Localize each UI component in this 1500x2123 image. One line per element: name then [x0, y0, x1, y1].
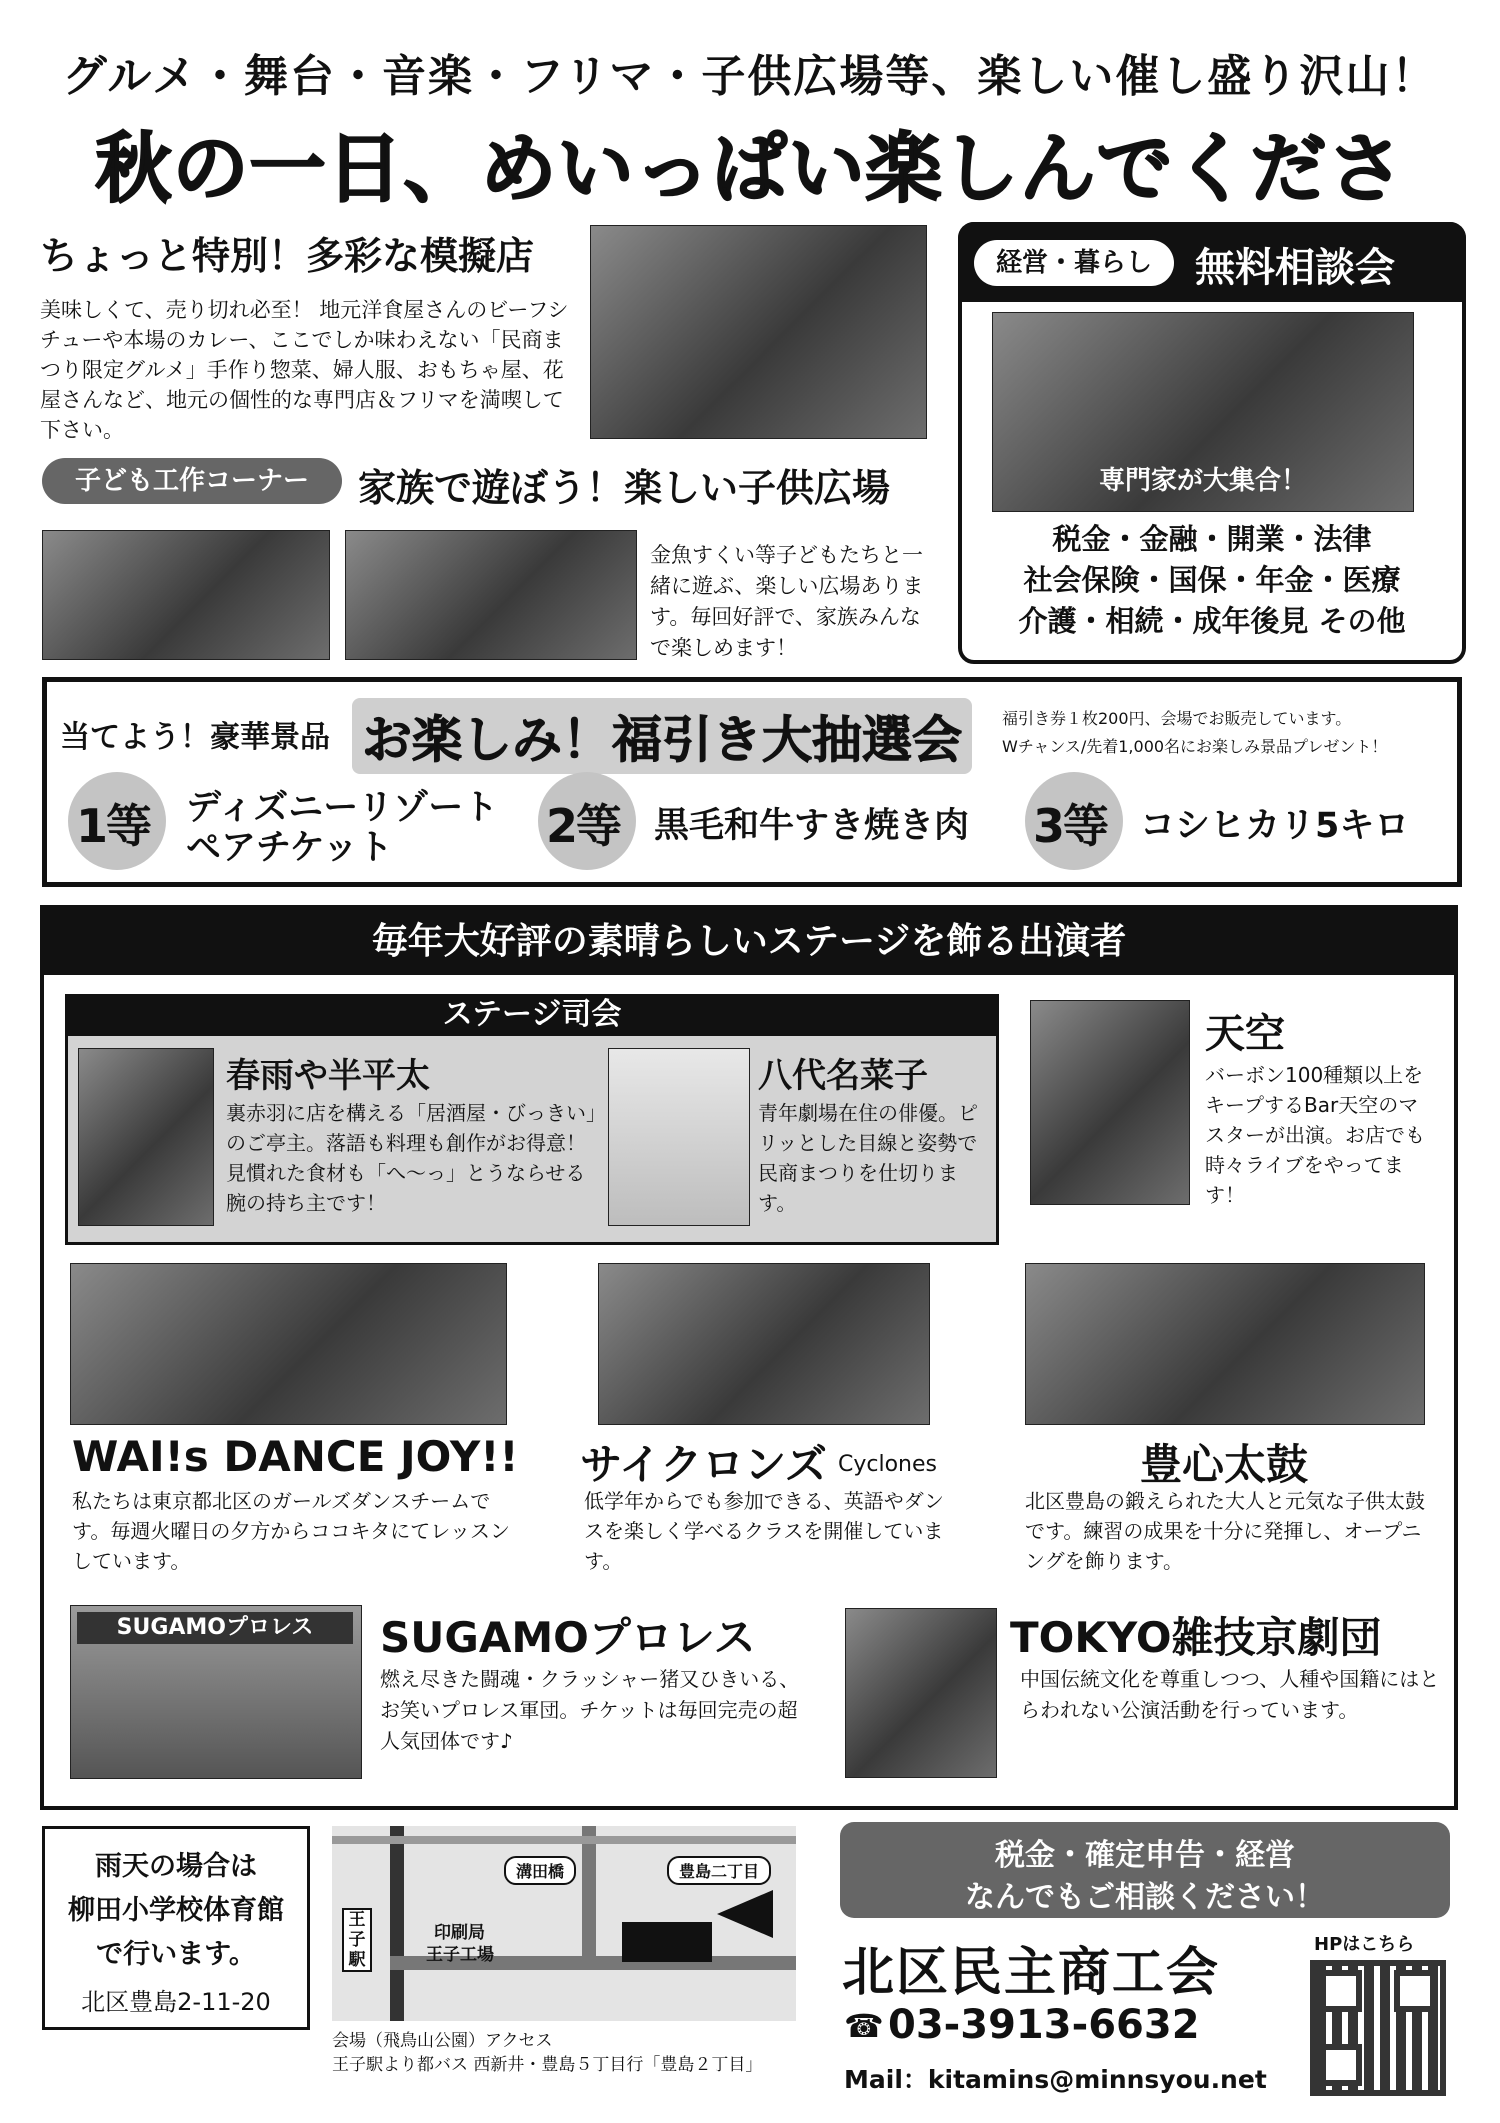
- prize-1-badge: [68, 772, 166, 870]
- prize-2-badge: [538, 772, 636, 870]
- footer-banner-line-1: 税金・確定申告・経営: [995, 1838, 1295, 1873]
- tenku-text: バーボン100種類以上をキープするBar天空のマスターが出演。お店でも時々ライブをやってます！: [1205, 1063, 1425, 1207]
- phone-icon: ☎: [844, 2007, 884, 2045]
- qr-corner-tl: [1320, 1970, 1362, 2012]
- kids-heading: 家族で遊ぼう！楽しい子供広場: [358, 466, 891, 510]
- stage-heading: 毎年大好評の素晴らしいステージを飾る出演者: [44, 909, 1454, 975]
- sugamo-photo: [70, 1605, 362, 1779]
- prize-3-rank: 3等: [1033, 799, 1108, 853]
- mc-2-text: 青年劇場在住の俳優。ピリッとした目線と姿勢で民商まつりを仕切ります。: [758, 1101, 978, 1215]
- mc-2-photo: [608, 1048, 750, 1226]
- lottery-note-1: 福引き券１枚200円、会場でお販売しています。: [1002, 709, 1352, 728]
- phone-number[interactable]: 03-3913-6632: [888, 2002, 1200, 2048]
- prize-1-line-2: ペアチケット: [186, 828, 393, 868]
- qr-code[interactable]: [1310, 1960, 1446, 2096]
- lottery-lead: 当てよう！豪華景品: [60, 720, 330, 755]
- taiko-name: 豊心太鼓: [1139, 1440, 1308, 1489]
- dance-name: WAI!s DANCE JOY!!: [72, 1432, 519, 1481]
- pointing-hand-icon: [717, 1890, 773, 1938]
- rain-line-3: で行います。: [96, 1939, 256, 1970]
- tenku-photo: [1030, 1000, 1190, 1205]
- acrobat-name: TOKYO雑技京劇団: [1010, 1613, 1382, 1662]
- acrobat-text: 中国伝統文化を尊重しつつ、人種や国籍にはとらわれない公演活動を行っています。: [1020, 1667, 1440, 1722]
- mail-address[interactable]: Mail：kitamins@minnsyou.net: [844, 2065, 1267, 2094]
- mc-2-name: 八代名菜子: [758, 1056, 928, 1096]
- market-photo: [590, 225, 927, 439]
- consult-heading: 無料相談会: [1195, 245, 1395, 291]
- sugamo-logo: SUGAMOプロレス: [77, 1612, 353, 1644]
- mc-1-text: 裏赤羽に店を構える「居酒屋・びっきい」のご亭主。落語も料理も創作がお得意！見慣れた食材も「へ〜っ」とうならせる腕の持ち主です！: [226, 1101, 596, 1215]
- mc-1-photo: [78, 1048, 214, 1226]
- rain-line-2: 柳田小学校体育館: [68, 1895, 284, 1926]
- consult-line-1: 税金・金融・開業・法律: [1052, 522, 1372, 556]
- hp-label: HPはこちら: [1314, 1934, 1415, 1955]
- cyclones-sub: Cyclones: [838, 1452, 937, 1477]
- access-line-1: 会場（飛鳥山公園）アクセス: [332, 2031, 553, 2051]
- qr-corner-tr: [1394, 1970, 1436, 2012]
- dance-photo: [70, 1263, 507, 1425]
- event-subtitle: グルメ・舞台・音楽・フリマ・子供広場等、楽しい催し盛り沢山！: [62, 51, 1438, 102]
- access-map: [332, 1826, 796, 2021]
- cyclones-photo: [598, 1263, 930, 1425]
- consult-line-2: 社会保険・国保・年金・医療: [1023, 563, 1401, 597]
- consult-photo: [992, 312, 1414, 512]
- cyclones-text: 低学年からでも参加できる、英語やダンスを楽しく学べるクラスを開催しています。: [584, 1489, 944, 1573]
- prize-3-badge: [1025, 772, 1123, 870]
- mc-1-name: 春雨や半平太: [226, 1056, 430, 1096]
- rain-address: 北区豊島2-11-20: [81, 1988, 271, 2016]
- taiko-photo: [1025, 1263, 1425, 1425]
- prize-3-line-1: コシヒカリ5キロ: [1140, 806, 1410, 846]
- map-factory-label-1: 印刷局: [434, 1923, 485, 1943]
- shops-heading: ちょっと特別！多彩な模擬店: [40, 234, 535, 278]
- footer-banner-line-2: なんでもご相談ください！: [965, 1880, 1325, 1915]
- access-line-2: 王子駅より都バス 西新井・豊島５丁目行「豊島２丁目」: [332, 2055, 763, 2075]
- consult-line-3: 介護・相続・成年後見 その他: [1018, 604, 1406, 638]
- prize-1-rank: 1等: [76, 799, 151, 853]
- event-title: 秋の一日、めいっぱい楽しんでくださ: [95, 124, 1405, 213]
- rail-line: [390, 1826, 404, 2021]
- consult-tag: 経営・暮らし: [974, 240, 1174, 286]
- consult-photo-caption: 専門家が大集合！: [1098, 466, 1307, 496]
- lottery-note-2: Wチャンス/先着1,000名にお楽しみ景品プレゼント！: [1002, 737, 1388, 756]
- map-station-label: 王子駅: [342, 1908, 372, 1972]
- org-name: 北区民主商工会: [842, 1943, 1221, 2003]
- qr-corner-bl: [1320, 2044, 1362, 2086]
- map-toshima-label: 豊島二丁目: [667, 1856, 771, 1885]
- tenku-name: 天空: [1205, 1011, 1285, 1057]
- venue-marker: [622, 1922, 712, 1962]
- rain-line-1: 雨天の場合は: [95, 1851, 257, 1882]
- kids-tag: 子ども工作コーナー: [42, 458, 342, 504]
- road-vertical: [582, 1826, 596, 1966]
- road-top: [332, 1836, 796, 1844]
- acrobat-photo: [845, 1608, 997, 1778]
- taiko-text: 北区豊島の鍛えられた大人と元気な子供太鼓です。練習の成果を十分に発揮し、オープニングを飾ります。: [1025, 1489, 1425, 1573]
- kids-photo-1: [42, 530, 330, 660]
- map-bridge-label: 溝田橋: [504, 1856, 576, 1885]
- kids-text: 金魚すくい等子どもたちと一緒に遊ぶ、楽しい広場あります。毎回好評で、家族みんなで楽しめます！: [650, 543, 924, 660]
- mc-heading: ステージ司会: [65, 994, 999, 1036]
- shops-text: 美味しくて、売り切れ必至！ 地元洋食屋さんのビーフシチューや本場のカレー、ここでしか味わえない「民商まつり限定グルメ」手作り惣菜、婦人服、おもちゃ屋、花屋さんなど、地元の個性的な専門店＆フリマを満喫して下さい。: [40, 298, 569, 442]
- dance-text: 私たちは東京都北区のガールズダンスチームです。毎週火曜日の夕方からココキタにてレッスンしています。: [72, 1489, 510, 1573]
- lottery-heading: お楽しみ！福引き大抽選会: [352, 698, 972, 774]
- prize-1-line-1: ディズニーリゾート: [186, 788, 499, 828]
- cyclones-name: サイクロンズ: [580, 1440, 827, 1489]
- prize-2-line-1: 黒毛和牛すき焼き肉: [654, 806, 970, 846]
- map-factory-label-2: 王子工場: [426, 1945, 494, 1965]
- sugamo-text: 燃え尽きた闘魂・クラッシャー猪又ひきいる、お笑いプロレス軍団。チケットは毎回完売の超人気団体です♪: [380, 1667, 800, 1753]
- kids-photo-2: [345, 530, 637, 660]
- sugamo-name: SUGAMOプロレス: [380, 1613, 756, 1662]
- prize-2-rank: 2等: [546, 799, 621, 853]
